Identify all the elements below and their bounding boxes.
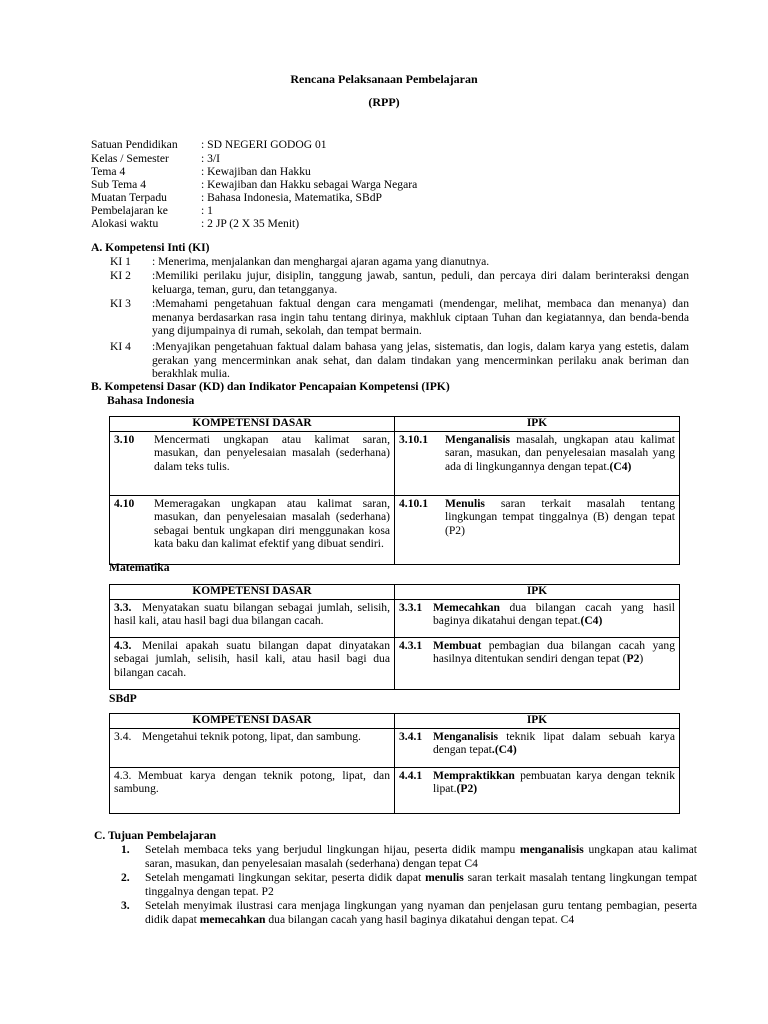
table-row <box>110 637 680 689</box>
header-ipk: IPK <box>395 417 680 432</box>
ipk-text <box>433 601 675 628</box>
table-row <box>110 599 680 637</box>
ipk-number: 4.10.1 <box>399 496 428 510</box>
kd-number: 3.3. <box>114 600 132 614</box>
identity-value: : Bahasa Indonesia, Matematika, SBdP <box>201 191 382 204</box>
ipk-verb: Menganalisis <box>433 729 499 743</box>
kd-number: 3.4. <box>114 729 132 743</box>
identity-key: Muatan Terpadu <box>91 191 167 204</box>
goal-number: 3. <box>121 899 130 912</box>
kd-cell <box>110 599 395 637</box>
goal-text-end: dua bilangan cacah yang hasil baginya dikatahui dengan tepat. C4 <box>265 912 575 926</box>
ipk-level: (C4) <box>609 459 632 473</box>
ki-text: : Menerima, menjalankan dan menghargai ajaran agama yang dianutnya. <box>152 255 490 268</box>
ipk-verb: Menganalisis <box>445 432 511 446</box>
ipk-cell <box>395 637 680 689</box>
kd-text: Memeragakan ungkapan atau kalimat saran, masukan, dan penyelesaian masalah (sederhana) sebagai bentuk ungkapan diri menggunakan kosa kata baku dan kalimat efektif yang dibuat sendiri. <box>154 496 390 551</box>
table-row <box>110 728 680 767</box>
kd-text: Menyatakan suatu bilangan sebagai jumlah, selisih, hasil kali, atau hasil bagi dua bilangan cacah. <box>114 600 390 628</box>
ipk-verb: Menulis <box>445 496 485 510</box>
section-c-heading: C. Tujuan Pembelajaran <box>94 829 217 842</box>
goal-number: 2. <box>121 871 130 884</box>
ki-label: KI 4 <box>110 340 131 353</box>
identity-key: Tema 4 <box>91 165 126 178</box>
goal-text-end: saran terkait masalah tentang lingkungan tempat tinggalnya dengan tepat. P2 <box>145 871 697 898</box>
ipk-cell <box>395 599 680 637</box>
ipk-verb: Mempraktikkan <box>433 768 515 782</box>
document-subtitle: (RPP) <box>368 95 400 109</box>
ki-text: :Memiliki perilaku jujur, disiplin, tanggung jawab, santun, peduli, dan percaya diri dalam berinteraksi dengan keluarga, teman, guru, dan tetangganya. <box>152 269 689 296</box>
table-row <box>110 431 680 495</box>
kd-cell <box>110 767 395 813</box>
goal-number: 1. <box>121 843 130 856</box>
ipk-description: teknik lipat dalam sebuah karya dengan tepat <box>433 729 675 757</box>
section-b-heading: B. Kompetensi Dasar (KD) dan Indikator Pencapaian Kompetensi (IPK) <box>91 380 450 393</box>
identity-value: : Kewajiban dan Hakku <box>201 165 311 178</box>
ipk-description: saran terkait masalah tentang lingkungan tempat tinggalnya (B) dengan tepat (P2) <box>445 496 675 537</box>
kd-cell <box>110 495 395 564</box>
header-kompetensi-dasar: KOMPETENSI DASAR <box>110 714 395 729</box>
ipk-text <box>433 730 675 757</box>
kd-number: 4.10 <box>114 496 135 510</box>
ipk-text <box>433 639 675 666</box>
ipk-closing: ) <box>639 652 644 666</box>
kd-number: 4.3. <box>114 768 132 782</box>
ki-label: KI 2 <box>110 269 131 282</box>
kd-number: 3.10 <box>114 432 135 446</box>
kd-cell <box>110 431 395 495</box>
kd-cell <box>110 728 395 767</box>
identity-key: Satuan Pendidikan <box>91 138 178 151</box>
goal-text <box>145 871 697 898</box>
sbdp-table <box>109 713 680 814</box>
header-kompetensi-dasar: KOMPETENSI DASAR <box>110 585 395 600</box>
goal-text <box>145 843 697 870</box>
ipk-text <box>445 497 675 538</box>
ipk-cell <box>395 495 680 564</box>
ipk-number: 3.10.1 <box>399 432 428 446</box>
ki-text: :Menyajikan pengetahuan faktual dalam bahasa yang jelas, sistematis, dan logis, dalam karya yang estetis, dalam gerakan yang mencerminkan anak sehat, dan dalam tindakan yang mencerminkan perilaku anak beriman dan berakhlak mulia. <box>152 340 689 381</box>
ipk-text <box>433 769 675 796</box>
bahasa-indonesia-table <box>109 416 680 565</box>
ki-label: KI 3 <box>110 297 131 310</box>
ipk-number: 4.4.1 <box>399 768 423 782</box>
ipk-verb: Membuat <box>433 638 482 652</box>
table-row <box>110 495 680 564</box>
ipk-cell <box>395 431 680 495</box>
ipk-verb: Memecahkan <box>433 600 500 614</box>
identity-value: : 1 <box>201 204 213 217</box>
identity-value: : Kewajiban dan Hakku sebagai Warga Negara <box>201 178 418 191</box>
ipk-cell <box>395 767 680 813</box>
kd-number: 4.3. <box>114 638 132 652</box>
identity-key: Kelas / Semester <box>91 152 169 165</box>
identity-key: Pembelajaran ke <box>91 204 168 217</box>
kd-text: Menilai apakah suatu bilangan dapat dinyatakan sebagai jumlah, selisih, hasil kali, atau hasil bagi dua bilangan cacah. <box>114 638 390 679</box>
goal-text-start: Setelah membaca teks yang berjudul lingkungan hijau, peserta didik mampu <box>145 843 520 856</box>
table-row <box>110 767 680 813</box>
sbdp-label: SBdP <box>109 692 137 705</box>
ipk-cell <box>395 728 680 767</box>
ki-label: KI 1 <box>110 255 131 268</box>
identity-value: : 3/I <box>201 152 220 165</box>
ipk-description: pembuatan karya dengan teknik lipat. <box>433 768 675 796</box>
table-header-row <box>110 585 680 600</box>
ipk-description: pembagian dua bilangan cacah yang hasilnya ditentukan sendiri dengan tepat ( <box>433 638 675 666</box>
goal-text-start: Setelah menyimak ilustrasi cara menjaga lingkungan yang nyaman dan penjelasan guru tentang pembagian, peserta didik dapat <box>145 899 697 926</box>
goal-verb: memecahkan <box>199 912 266 926</box>
ipk-text <box>445 433 675 474</box>
bahasa-indonesia-label: Bahasa Indonesia <box>107 394 195 407</box>
ipk-level: (C4) <box>580 614 603 628</box>
kd-text: Mengetahui teknik potong, lipat, dan sambung. <box>142 729 361 743</box>
identity-key: Sub Tema 4 <box>91 178 147 191</box>
matematika-label: Matematika <box>109 561 170 574</box>
document-title: Rencana Pelaksanaan Pembelajaran <box>290 72 478 86</box>
goal-verb: menulis <box>425 871 464 884</box>
goal-text <box>145 899 697 926</box>
matematika-table <box>109 584 680 690</box>
identity-value: : 2 JP (2 X 35 Menit) <box>201 217 300 230</box>
header-ipk: IPK <box>395 714 680 729</box>
kd-text: Mencermati ungkapan atau kalimat saran, masukan, dan penyelesaian masalah (sederhana) dalam teks tulis. <box>154 432 390 473</box>
ipk-level: .(C4) <box>491 743 517 757</box>
kd-text: Membuat karya dengan teknik potong, lipat, dan sambung. <box>114 768 390 796</box>
goal-verb: menganalisis <box>519 843 584 856</box>
ki-text: :Memahami pengetahuan faktual dengan cara mengamati (mendengar, melihat, membaca dan menanya) dan menanya berdasarkan rasa ingin tahu tentang dirinya, makhluk ciptaan Tuhan dan kegiatannya, dan benda-benda yang dijumpainya di rumah, sekolah, dan tempat bermain. <box>152 297 689 338</box>
goal-text-end: ungkapan atau kalimat saran, masukan, dan penyelesaian masalah (sederhana) dengan tepat C4 <box>145 843 697 870</box>
table-header-row <box>110 714 680 729</box>
identity-key: Alokasi waktu <box>91 217 159 230</box>
kd-cell <box>110 637 395 689</box>
table-header-row <box>110 417 680 432</box>
header-ipk: IPK <box>395 585 680 600</box>
goal-text-start: Setelah mengamati lingkungan sekitar, peserta didik dapat <box>145 871 426 884</box>
section-a-heading: A. Kompetensi Inti (KI) <box>91 241 210 254</box>
ipk-number: 4.3.1 <box>399 638 423 652</box>
ipk-number: 3.3.1 <box>399 600 423 614</box>
header-kompetensi-dasar: KOMPETENSI DASAR <box>110 417 395 432</box>
ipk-description: masalah, ungkapan atau kalimat saran, masukan, dan penyelesaian masalah yang ada di lingkungannya dengan tepat. <box>445 432 675 473</box>
ipk-level: P2 <box>626 652 640 666</box>
ipk-number: 3.4.1 <box>399 729 423 743</box>
ipk-level: (P2) <box>456 782 478 796</box>
identity-value: : SD NEGERI GODOG 01 <box>201 138 327 151</box>
ipk-description: dua bilangan cacah yang hasil baginya dikatahui dengan tepat. <box>433 600 675 628</box>
